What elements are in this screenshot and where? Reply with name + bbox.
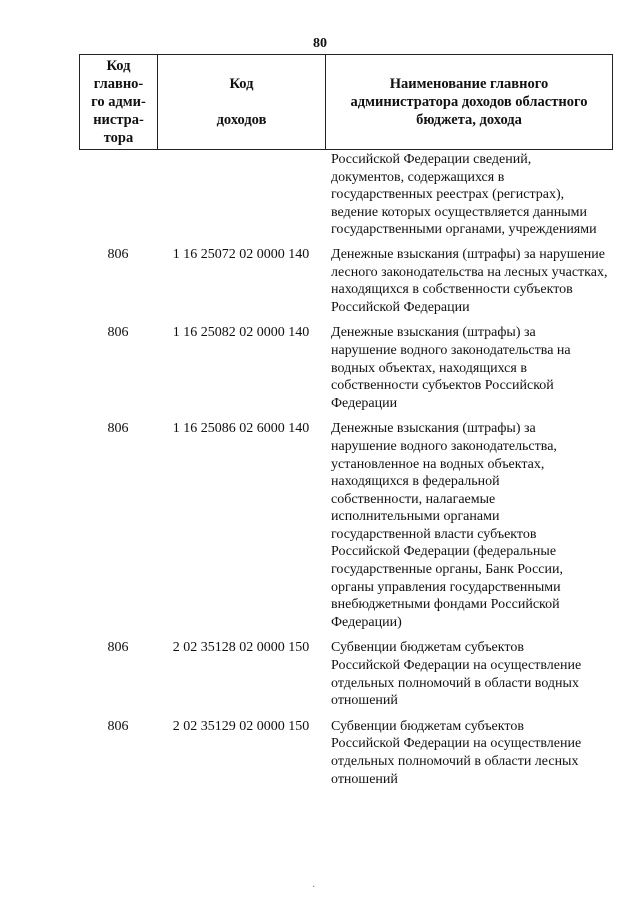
code-cell: 2 02 35129 02 0000 150 bbox=[172, 718, 310, 734]
code-cell: 1 16 25082 02 0000 140 bbox=[172, 325, 310, 341]
admin-cell: 806 bbox=[107, 421, 129, 437]
footer-mark: · bbox=[312, 882, 316, 893]
admin-cell: 806 bbox=[107, 640, 129, 656]
name-cell: Российской Федерации сведений, документов, содержащихся в государственных реестрах (регистрах), ведение которых осуществляется данными государственными органами, учреждениями bbox=[331, 152, 597, 238]
table-row bbox=[79, 718, 613, 788]
page-number: 80 bbox=[313, 36, 327, 51]
table-header bbox=[79, 54, 613, 150]
code-cell: 2 02 35128 02 0000 150 bbox=[172, 640, 310, 656]
header-name: Наименование главного администратора доходов областного бюджета, дохода bbox=[350, 76, 588, 128]
table-row bbox=[79, 639, 613, 709]
name-cell: Денежные взыскания (штрафы) за нарушение водного законодательства, установленное на водных объектах, находящихся в федеральной собственности, налагаемые исполнительными органами государственной власти субъектов Российской Федерации (федеральные государственные органы, Банк России, органы управления государственными внебюджетными фондами Российской Федерации) bbox=[331, 421, 564, 630]
name-cell: Денежные взыскания (штрафы) за нарушение водного законодательства на водных объектах, находящихся в собственности субъектов Российской Федерации bbox=[331, 325, 571, 411]
header-income-code: Код доходов bbox=[158, 55, 326, 149]
header-admin-code: Код главно- го адми- нистра- тора bbox=[80, 55, 158, 149]
table-row bbox=[79, 246, 613, 316]
name-cell: Субвенции бюджетам субъектов Российской Федерации на осуществление отдельных полномочий в области лесных отношений bbox=[331, 718, 582, 787]
table-row-continuation bbox=[79, 150, 613, 239]
table-row bbox=[79, 420, 613, 631]
table-body bbox=[79, 150, 613, 788]
admin-cell: 806 bbox=[107, 246, 129, 262]
code-cell: 1 16 25072 02 0000 140 bbox=[172, 246, 310, 262]
admin-cell: 806 bbox=[107, 325, 129, 341]
admin-cell: 806 bbox=[107, 718, 129, 734]
name-cell: Субвенции бюджетам субъектов Российской Федерации на осуществление отдельных полномочий в области водных отношений bbox=[331, 640, 582, 709]
admin-cell bbox=[79, 150, 157, 239]
name-cell: Денежные взыскания (штрафы) за нарушение лесного законодательства на лесных участках, находящихся в собственности субъектов Российской Федерации bbox=[331, 246, 608, 315]
code-cell: 1 16 25086 02 6000 140 bbox=[172, 421, 310, 437]
table-row bbox=[79, 324, 613, 412]
code-cell bbox=[157, 150, 325, 239]
